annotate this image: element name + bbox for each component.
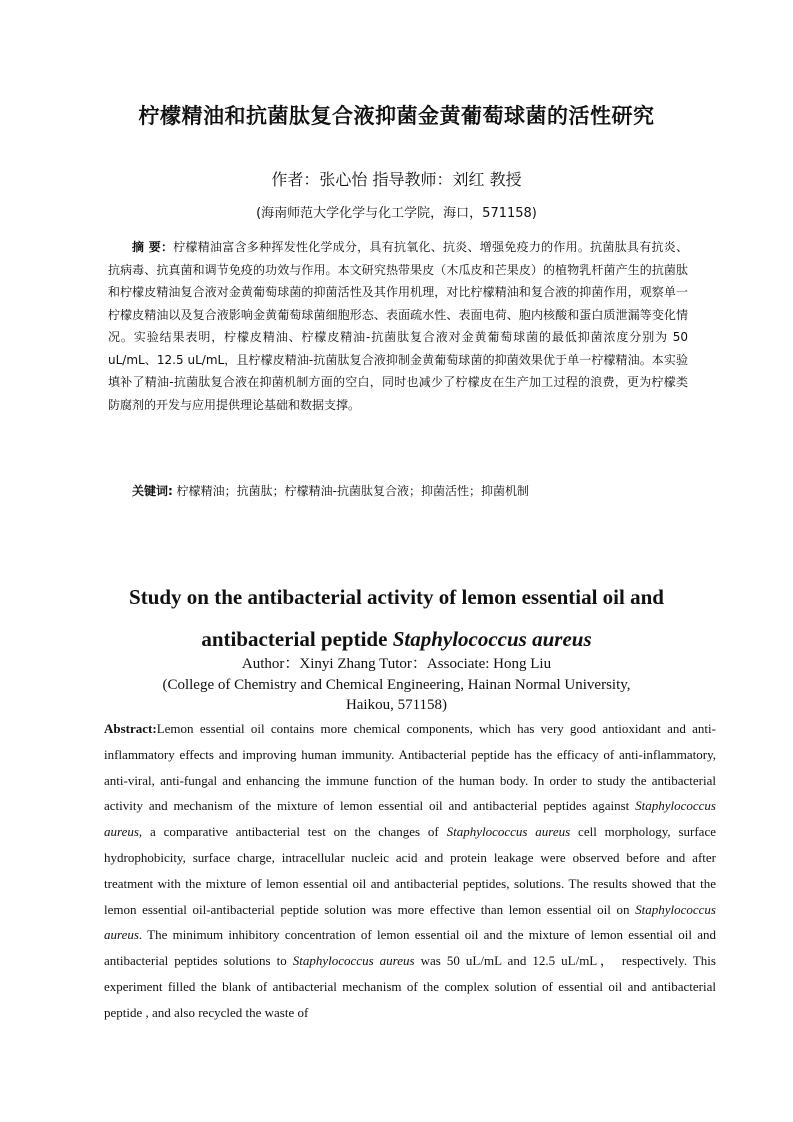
- species-name: Staphylococcus aureus: [104, 798, 716, 840]
- english-title-line-2-plain: antibacterial peptide: [201, 627, 393, 651]
- english-abstract-part-5: was 50 uL/mL and 12.5 uL/mL， respectively. This experiment filled the blank of antibacterial mechanism of the complex solution of essential oil and antibacterial peptide , and also recycled the waste of: [104, 953, 716, 1020]
- english-title-line-1: Study on the antibacterial activity of lemon essential oil and: [129, 585, 664, 609]
- english-abstract-part-3: cell morphology, surface hydrophobicity, surface charge, intracellular nucleic acid and protein leakage were observed before and after treatment with the mixture of lemon essential oil and antibacterial peptides, solutions. The results showed that the lemon essential oil-antibacterial peptide solution was more effective than lemon essential oil on: [104, 824, 716, 917]
- chinese-affiliation: (海南师范大学化学与化工学院，海口，571158): [256, 206, 537, 221]
- english-affiliation-line-1: (College of Chemistry and Chemical Engineering, Hainan Normal University,: [162, 677, 631, 693]
- english-affiliation: [0, 675, 793, 715]
- english-abstract-part-1: Lemon essential oil contains more chemical components, which has very good antioxidant and anti-inflammatory effects and improving human immunity. Antibacterial peptide has the efficacy of anti-inflammatory, anti-viral, anti-fungal and enhancing the immune function of the human body. In order to study the antibacterial activity and mechanism of the mixture of lemon essential oil and antibacterial peptides against: [104, 721, 716, 814]
- chinese-author-line: 作者：张心怡 指导教师：刘红 教授: [271, 170, 522, 189]
- chinese-keywords-label: 关键词:: [132, 484, 173, 498]
- chinese-abstract: [108, 236, 688, 416]
- chinese-abstract-text: 柠檬精油富含多种挥发性化学成分，具有抗氧化、抗炎、增强免疫力的作用。抗菌肽具有抗炎、抗病毒、抗真菌和调节免疫的功效与作用。本文研究热带果皮（木瓜皮和芒果皮）的植物乳杆菌产生的抗菌肽和柠檬皮精油复合液对金黄葡萄球菌的抑菌活性及其作用机理，对比柠檬精油和复合液的抑菌作用，观察单一柠檬皮精油以及复合液影响金黄葡萄球菌细胞形态、表面疏水性、表面电荷、胞内核酸和蛋白质泄漏等变化情况。实验结果表明，柠檬皮精油、柠檬皮精油-抗菌肽复合液对金黄葡萄球菌的最低抑菌浓度分别为 50 uL/mL、12.5 uL/mL，且柠檬皮精油-抗菌肽复合液抑制金黄葡萄球菌的抑菌效果优于单一柠檬精油。本实验填补了精油-抗菌肽复合液在抑菌机制方面的空白，同时也减少了柠檬皮在生产加工过程的浪费，更为柠檬类防腐剂的开发与应用提供理论基础和数据支撑。: [108, 240, 688, 412]
- english-author-line: Author：Xinyi Zhang Tutor：Associate: Hong Liu: [241, 656, 552, 672]
- chinese-keywords: [132, 480, 692, 502]
- species-name: Staphylococcus aureus: [446, 824, 571, 840]
- english-abstract-part-4: . The minimum inhibitory concentration of lemon essential oil and the mixture of lemon essential oil and antibacterial peptides solutions to: [104, 927, 716, 969]
- english-abstract: [104, 716, 716, 1026]
- chinese-keywords-text: 柠檬精油；抗菌肽；柠檬精油-抗菌肽复合液；抑菌活性；抑菌机制: [172, 484, 529, 498]
- chinese-title: 柠檬精油和抗菌肽复合液抑菌金黄葡萄球菌的活性研究: [138, 104, 655, 128]
- english-abstract-label: Abstract:: [104, 721, 157, 736]
- english-title-line-2-italic: Staphylococcus aureus: [392, 627, 592, 651]
- species-name: Staphylococcus aureus: [292, 953, 415, 969]
- chinese-abstract-label: 摘 要：: [132, 240, 174, 254]
- english-abstract-part-2: , a comparative antibacterial test on the changes of: [138, 824, 447, 840]
- english-affiliation-line-2: Haikou, 571158): [345, 697, 448, 713]
- species-name: Staphylococcus aureus: [104, 901, 716, 943]
- english-title: [0, 576, 793, 660]
